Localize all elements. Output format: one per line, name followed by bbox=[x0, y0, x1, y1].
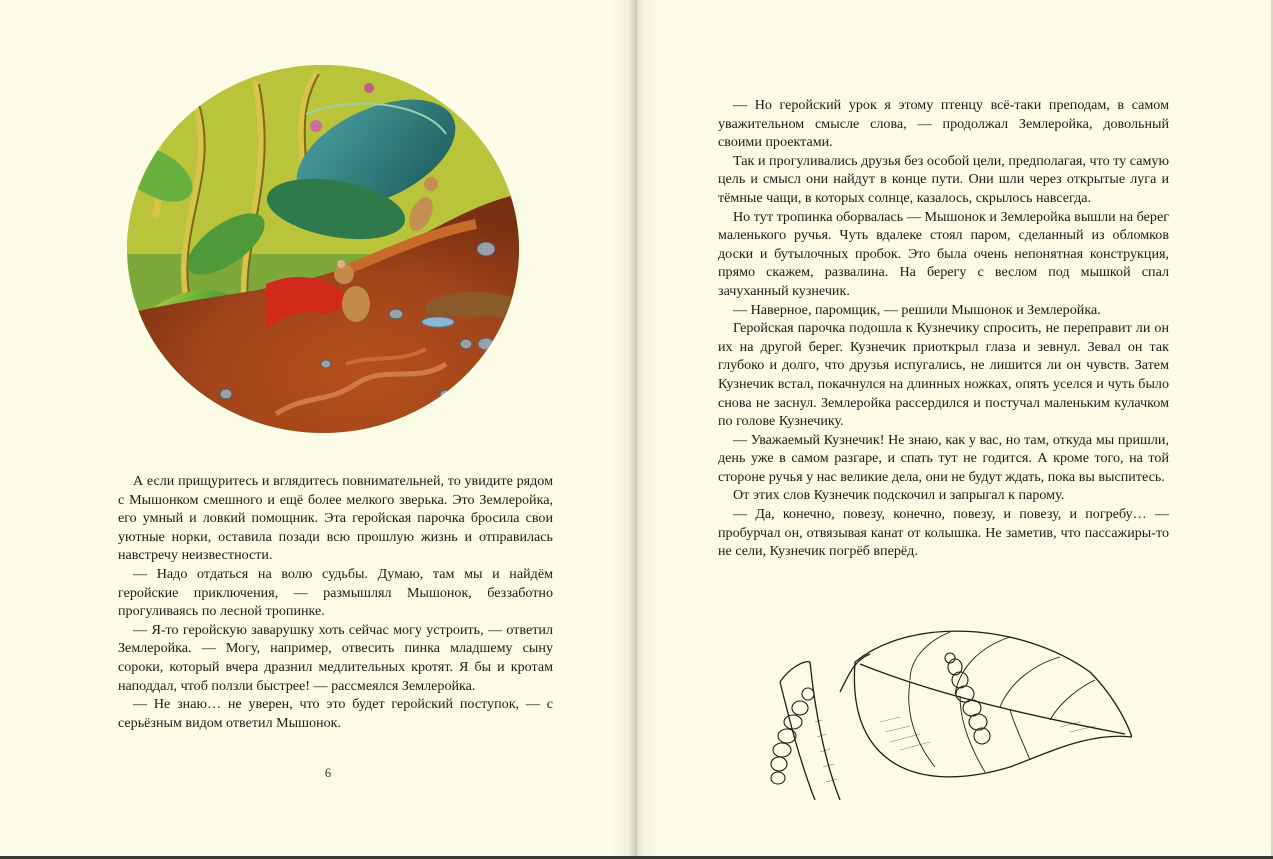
paragraph: — Но геройский урок я этому птенцу всё-таки преподам, в самом уважительном смысле слова, — продолжал Землеройка, довольный своими проектами. bbox=[718, 97, 1169, 151]
paragraph: Но тут тропинка оборвалась — Мышонок и Землеройка вышли на берег маленького ручья. Чуть вдалеке стоял паром, сделанный из обломков доски и бутылочных пробок. Это была очень непонятная конструкция, прямо скажем, развалина. На берегу с веслом под мышкой спал зачуханный кузнечик. bbox=[718, 208, 1169, 299]
left-page-text bbox=[118, 472, 553, 732]
caterpillars-leaf-sketch bbox=[760, 622, 1132, 800]
paragraph: От этих слов Кузнечик подскочил и запрыгал к парому. bbox=[733, 487, 1065, 504]
paragraph: А если прищуритесь и вглядитесь повнимательней, то увидите рядом с Мышонком смешного и ещё более мелкого зверька. Это Землеройка, его умный и ловкий помощник. Эта геройская парочка бросила свои уютные норки, оставила позади всю прошлую жизнь и отправилась навстречу неизвестности. bbox=[118, 473, 553, 564]
paragraph: — Не знаю… не уверен, что это будет геройский поступок, — с серьёзным видом ответил Мышонок. bbox=[118, 696, 553, 731]
paragraph: — Надо отдаться на волю судьбы. Думаю, там мы и найдём геройские приключения, — размышлял Мышонок, беззаботно прогуливаясь по лесной тропинке. bbox=[118, 565, 553, 620]
paragraph: — Уважаемый Кузнечик! Не знаю, как у вас, но там, откуда мы пришли, день уже в самом разгаре, и спать тут не годится. А кроме того, на той стороне ручья у нас великие дела, они не будут ждать, пока вы выспитесь. bbox=[718, 431, 1169, 485]
paragraph: Так и прогуливались друзья без особой цели, предполагая, что ту самую цель и смысл они найдут в конце пути. Они шли через открытые луга и тёмные чащи, в которых солнце, казалось, скрылось навсегда. bbox=[718, 152, 1169, 206]
paragraph: — Я-то геройскую заварушку хоть сейчас могу устроить, — ответил Землеройка. — Могу, например, отвесить пинка младшему сыну сороки, который вчера дразнил медлительных кротят. Я бы и кротам наподдал, чтоб ползли быстрее! — рассмеялся Землеройка. bbox=[118, 621, 553, 694]
paragraph: — Да, конечно, повезу, конечно, повезу, и повезу, и погребу… — пробурчал он, отвязывая канат от колышка. Не заметив, что пассажиры-то не сели, Кузнечик погрёб вперёд. bbox=[718, 506, 1169, 560]
paragraph: Геройская парочка подошла к Кузнечику спросить, не переправит ли он их на другой берег. Кузнечик приоткрыл глаза и зевнул. Зевал он так глубоко и долго, что друзья испугались, не лишится ли он чувств. Затем Кузнечик встал, покачнулся на длинных ножках, опять уселся и чуть было снова не заснул. Землеройка рассердился и постучал маленьким кулачком по голове Кузнечику. bbox=[718, 320, 1169, 430]
left-page bbox=[0, 0, 636, 859]
page-number: 6 bbox=[324, 766, 332, 780]
right-page-text bbox=[718, 96, 1169, 561]
paragraph: — Наверное, паромщик, — решили Мышонок и Землеройка. bbox=[733, 301, 1101, 318]
jungle-circle-illustration bbox=[126, 64, 520, 434]
